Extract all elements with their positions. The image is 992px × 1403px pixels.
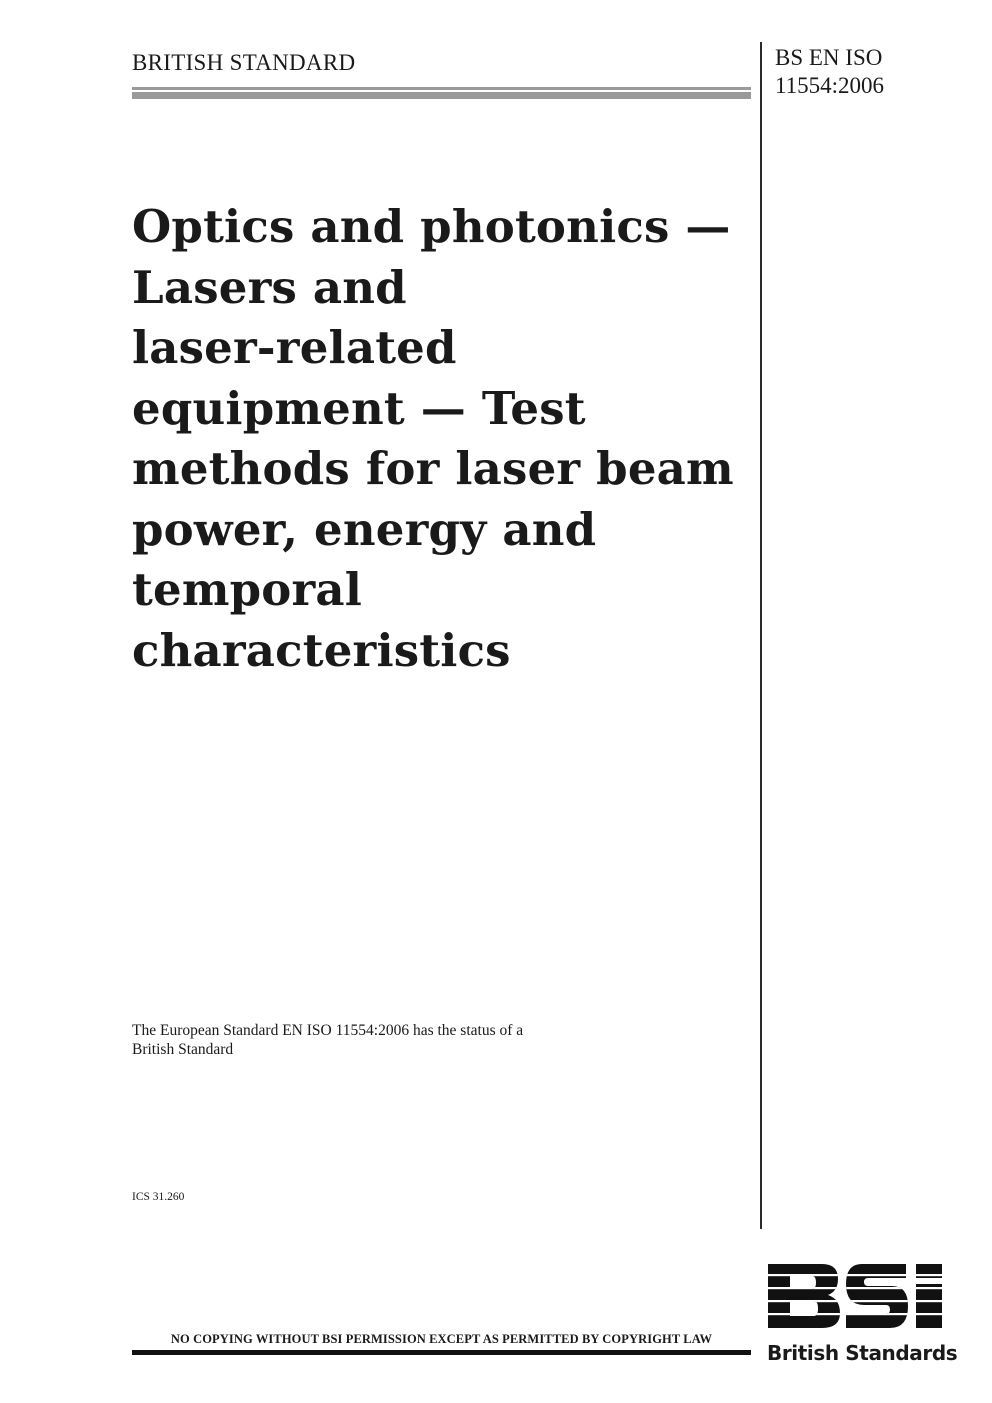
- bsi-logo-caption: British Standards: [767, 1341, 958, 1365]
- standard-number: [775, 44, 884, 100]
- title-line: laser-related: [132, 321, 457, 374]
- standard-number-line1: BS EN ISO: [775, 45, 883, 70]
- title-line: Optics and photonics —: [132, 200, 731, 253]
- footer-rule: [132, 1350, 751, 1355]
- header-rule-thick: [132, 92, 751, 99]
- document-title: [132, 197, 752, 681]
- title-line: characteristics: [132, 623, 511, 677]
- copyright-notice: NO COPYING WITHOUT BSI PERMISSION EXCEPT AS PERMITTED BY COPYRIGHT LAW: [170, 1332, 713, 1346]
- status-note-line1: The European Standard EN ISO 11554:2006 has the status of a: [132, 1022, 524, 1039]
- vertical-divider: [760, 42, 762, 1229]
- document-series-label: BRITISH STANDARD: [132, 50, 356, 75]
- title-line: methods for laser beam: [132, 442, 734, 495]
- title-line: Lasers and: [132, 260, 407, 314]
- ics-code: ICS 31.260: [132, 1191, 185, 1203]
- status-note: [132, 1021, 523, 1059]
- header-rule: [132, 87, 751, 99]
- title-line: temporal: [132, 563, 363, 616]
- title-line: power, energy and: [132, 502, 597, 556]
- standard-number-line2: 11554:2006: [775, 73, 885, 98]
- title-line: equipment — Test: [132, 381, 586, 435]
- copyright-footer: [132, 1332, 751, 1355]
- status-note-line2: British Standard: [132, 1041, 234, 1058]
- header-rule-thin: [132, 87, 751, 90]
- bsi-wordmark: [766, 1262, 946, 1332]
